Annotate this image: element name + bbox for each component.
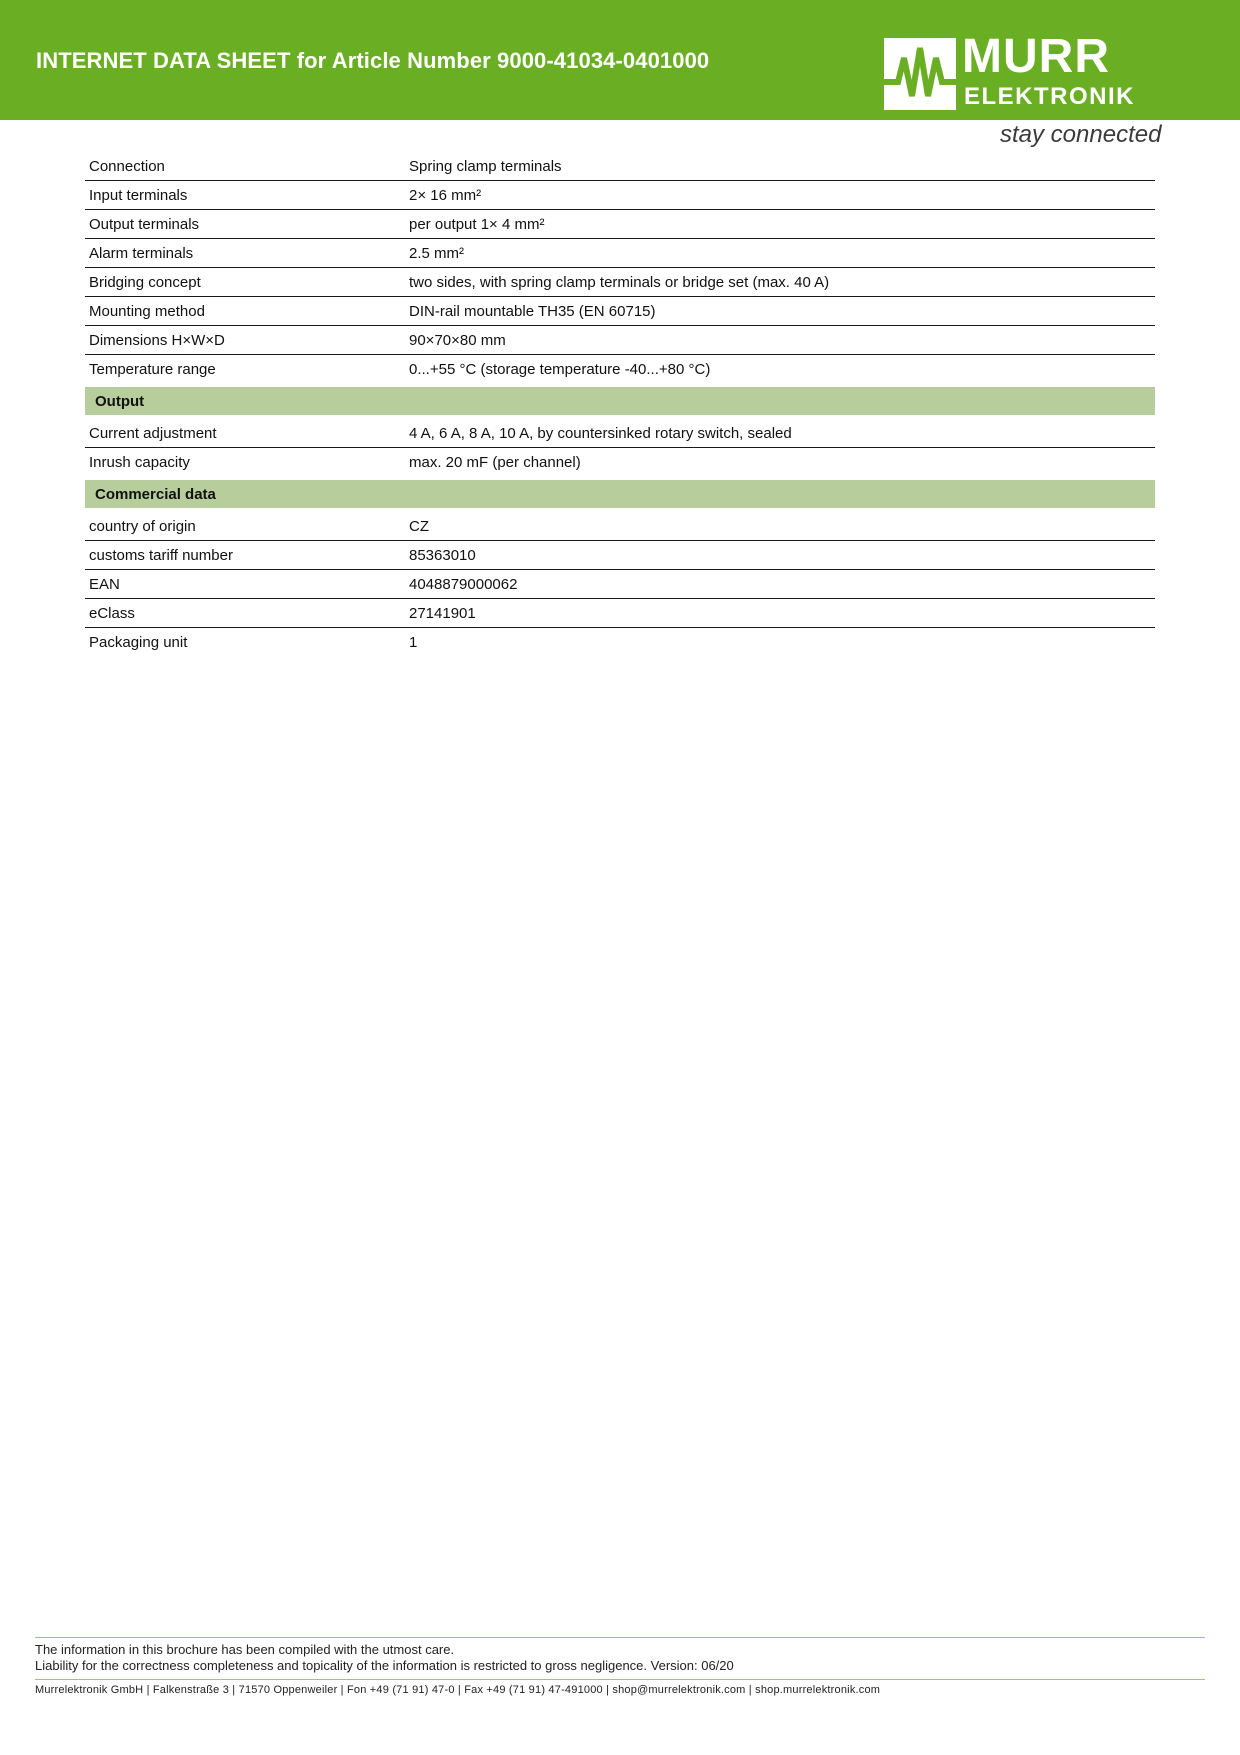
table-row xyxy=(85,512,1155,541)
table-row xyxy=(85,268,1155,297)
row-value: 4048879000062 xyxy=(409,575,518,593)
table-row xyxy=(85,181,1155,210)
row-label: Temperature range xyxy=(89,360,216,378)
row-label: Bridging concept xyxy=(89,273,201,291)
table-row xyxy=(85,326,1155,355)
row-label: Mounting method xyxy=(89,302,205,320)
section-header-commercial: Commercial data xyxy=(85,480,1155,508)
row-label: Input terminals xyxy=(89,186,188,204)
row-label: customs tariff number xyxy=(89,546,233,564)
row-value: CZ xyxy=(409,517,429,535)
row-value: max. 20 mF (per channel) xyxy=(409,453,581,471)
row-label: country of origin xyxy=(89,517,196,535)
footer-address: Murrelektronik GmbH | Falkenstraße 3 | 71570 Oppenweiler | Fon +49 (71 91) 47-0 | Fax +49 (71 91) 47-491000 | shop@murrelektronik.com | shop.murrelektronik.com xyxy=(35,1684,881,1696)
row-label: Alarm terminals xyxy=(89,244,194,262)
row-label: Inrush capacity xyxy=(89,453,190,471)
footer-divider xyxy=(35,1637,1205,1638)
row-label: Packaging unit xyxy=(89,633,188,651)
table-row xyxy=(85,419,1155,448)
row-value: 2.5 mm² xyxy=(409,244,465,262)
footer-disclaimer-1: The information in this brochure has been compiled with the utmost care. xyxy=(35,1642,455,1657)
table-row xyxy=(85,541,1155,570)
row-value: Spring clamp terminals xyxy=(409,157,562,175)
table-row xyxy=(85,448,1155,476)
row-label: Dimensions H×W×D xyxy=(89,331,225,349)
row-value: 4 A, 6 A, 8 A, 10 A, by countersinked rotary switch, sealed xyxy=(409,424,792,442)
section-header-output: Output xyxy=(85,387,1155,415)
row-label: Output terminals xyxy=(89,215,200,233)
logo-word-elektronik: ELEKTRONIK xyxy=(964,83,1135,110)
table-row xyxy=(85,355,1155,383)
datasheet-table xyxy=(85,152,1155,656)
logo-tagline: stay connected xyxy=(1000,121,1162,148)
row-label: Current adjustment xyxy=(89,424,217,442)
row-value: 90×70×80 mm xyxy=(409,331,506,349)
row-value: 0...+55 °C (storage temperature -40...+80 °C) xyxy=(409,360,711,378)
logo-word-murr: MURR xyxy=(962,30,1110,83)
table-row xyxy=(85,570,1155,599)
footer-disclaimer-2: Liability for the correctness completeness and topicality of the information is restricted to gross negligence. Version: 06/20 xyxy=(35,1658,734,1673)
murr-logo-icon xyxy=(884,38,956,110)
table-row xyxy=(85,628,1155,656)
table-row xyxy=(85,152,1155,181)
table-row xyxy=(85,599,1155,628)
row-value: two sides, with spring clamp terminals or bridge set (max. 40 A) xyxy=(409,273,830,291)
row-value: 1 xyxy=(409,633,418,651)
header-bar xyxy=(0,0,1240,120)
table-row xyxy=(85,210,1155,239)
row-label: Connection xyxy=(89,157,165,175)
table-row xyxy=(85,239,1155,268)
row-label: EAN xyxy=(89,575,120,593)
row-value: DIN-rail mountable TH35 (EN 60715) xyxy=(409,302,656,320)
row-value: 85363010 xyxy=(409,546,476,564)
row-label: eClass xyxy=(89,604,135,622)
row-value: 27141901 xyxy=(409,604,476,622)
table-row xyxy=(85,297,1155,326)
row-value: 2× 16 mm² xyxy=(409,186,482,204)
page-title: INTERNET DATA SHEET for Article Number 9000-41034-0401000 xyxy=(36,48,710,73)
row-value: per output 1× 4 mm² xyxy=(409,215,545,233)
footer-divider xyxy=(35,1679,1205,1680)
